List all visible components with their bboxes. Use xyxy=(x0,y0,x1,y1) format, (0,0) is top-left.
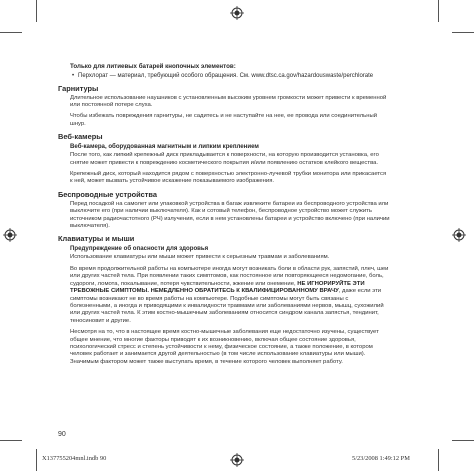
paragraph: Чтобы избежать повреждения гарнитуры, не садитесь и не наступайте на нее, ее провода или соединительный шнур. xyxy=(70,113,377,127)
paragraph-text: Во время продолжительной работы на компьютере иногда могут возникать боли в области рук, запястий, плеч, шеи или других частей тела. При появлении таких симптомов, как постоянное или повторяющееся недомогание, боль, судороги, ломота, покалывание, потеря чувствительности, жжение или онемение, xyxy=(70,265,389,287)
crop-mark xyxy=(452,32,474,33)
footer-file: X137755204mnl.indb 90 xyxy=(42,455,107,462)
paragraph xyxy=(70,266,390,325)
paragraph: Перед посадкой на самолет или упаковкой устройства в багаж извлеките батареи из беспроводного устройства или выключите его (при наличии выключателя). Как и сотовый телефон, беспроводное устройство может служить источником радиочастотного (РЧ) излучения, если в нем установлены батареи и устройство включено (при наличии выключателя). xyxy=(70,200,390,230)
page-number: 90 xyxy=(58,431,66,438)
subheading: Предупреждение об опасности для здоровья xyxy=(70,245,209,253)
footer-date: 5/23/2008 1:49:12 PM xyxy=(352,455,410,462)
crop-mark xyxy=(36,0,37,22)
section-title-headsets: Гарнитуры xyxy=(58,83,99,93)
page-content xyxy=(58,63,390,370)
subheading: Веб-камера, оборудованная магнитным и липким креплением xyxy=(70,143,259,151)
bullet-text: Перхлорат — материал, требующий особого обращения. См. www.dtsc.ca.gov/hazardouswaste/perchlorate xyxy=(78,73,374,79)
list-item xyxy=(72,73,390,81)
registration-mark-right xyxy=(452,228,466,242)
section-title-keyboards: Клавиатуры и мыши xyxy=(58,234,135,244)
crop-mark xyxy=(452,440,474,441)
intro-heading: Только для литиевых батарей кнопочных элементов: xyxy=(70,63,236,70)
paragraph: Крепежный диск, который находится рядом с поверхностью электронно-лучевой трубки монитора или прикасается к ней, может вызвать устойчивое искажение показываемого изображения. xyxy=(70,171,387,185)
crop-mark xyxy=(438,0,439,22)
paragraph: Длительное использование наушников с установленным высоким уровнем громкости может привести к временной или постоянной потере слуха. xyxy=(70,94,387,108)
paragraph: Использование клавиатуры или мыши может привести к серьезным травмам и заболеваниям. xyxy=(70,254,330,261)
crop-mark xyxy=(0,32,22,33)
registration-mark-left xyxy=(3,228,17,242)
crop-mark xyxy=(36,449,37,471)
warning-text: НЕ ИГНОРИРУЙТЕ ЭТИ ТРЕВОЖНЫЕ СИМПТОМЫ. НЕМЕДЛЕННО ОБРАТИТЕСЬ К КВАЛИФИЦИРОВАННОМУ ВРАЧУ xyxy=(70,280,365,295)
crop-mark xyxy=(0,440,22,441)
section-title-webcams: Веб-камеры xyxy=(58,132,103,142)
section-title-wireless: Беспроводные устройства xyxy=(58,189,157,199)
bullet-icon: • xyxy=(72,73,75,79)
paragraph-text: , даже если эти симптомы возникают не во время работы на компьютере. Подобные симптомы могут быть связаны с болезненными, а иногда и приводящими к инвалидности травмами или заболеваниями нервов, мышц, сухожилий или других частей тела. К этим костно-мышечным заболеваниям относится синдром канала запястья, тендинит, теносиновит и другие. xyxy=(70,288,384,324)
paragraph: Несмотря на то, что в настоящее время костно-мышечные заболевания еще недостаточно изучены, существует общее мнение, что многие факторы приводят к их возникновению, включая общее состояние здоровья, психологический стресс и степень устойчивости к нему, физическое состояние, а также положение, в котором человек работает и занимается другой деятельностью (в том числе использование клавиатуры или мыши). Значимым фактором может также выступать время, в течение которого человек выполняет работу. xyxy=(70,329,379,365)
registration-mark-top xyxy=(230,6,244,20)
crop-mark xyxy=(438,449,439,471)
paragraph: После того, как липкий крепежный диск прикладывается к поверхности, на которую производится установка, его снятие может привести к повреждению косметического покрытия и/или появлению остатков клейкого вещества. xyxy=(70,152,379,166)
registration-mark-bottom xyxy=(230,453,244,467)
